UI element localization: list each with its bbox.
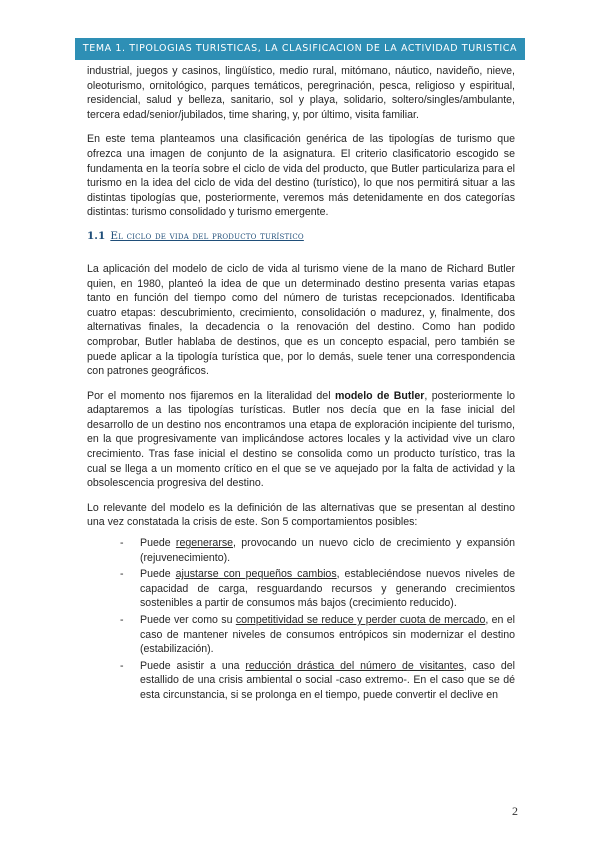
paragraph-butler-stages	[87, 389, 515, 491]
list-item-after: , estableciéndose nuevos niveles de capacidad de carga, resguardando recursos y generando crecimientos sostenibles a partir de consumos más bajos (crecimiento reducido).	[140, 568, 515, 610]
list-item	[120, 567, 515, 611]
p4-text-after: , posteriormente lo adaptaremos a las tipologías turísticas. Butler nos decía que en la fase inicial del desarrollo de un destino nos encontramos una etapa de exploración incipiente del turismo, en la que progresivamente van implicándose actores locales y la actividad vive un claro crecimiento. Tras fase inicial el destino se consolida como un producto turístico, tras la cual se llega a un momento crítico en el que se ve aquejado por la falta de actividad y la obsolescencia progresiva del destino.	[87, 389, 515, 490]
header-title: TEMA 1. TIPOLOGIAS TURISTICAS, LA CLASIFICACION DE LA ACTIVIDAD TURISTICA	[82, 43, 518, 54]
page-number: 2	[512, 804, 518, 818]
list-item-underlined: regenerarse	[175, 537, 234, 550]
list-item-before: Puede ver como su	[140, 614, 236, 626]
list-dash: -	[120, 568, 124, 581]
p4-bold-term: modelo de Butler	[334, 389, 425, 402]
list-item-before: Puede	[140, 537, 176, 550]
list-item-underlined: competitividad se reduce y perder cuota de mercado	[235, 614, 486, 626]
list-item	[120, 613, 515, 657]
list-item	[120, 659, 515, 703]
section-title: El ciclo de vida del producto turístico	[110, 229, 304, 242]
list-item	[120, 536, 515, 565]
p4-text-before: Por el momento nos fijaremos en la literalidad del	[87, 389, 335, 402]
header-bar	[75, 38, 525, 60]
list-item-after: , provocando un nuevo ciclo de crecimiento y expansión (rejuvenecimiento).	[140, 537, 515, 564]
list-dash: -	[120, 537, 124, 550]
list-item-after: , en el caso de mantener niveles de consumos entrópicos sin modernizar el destino (estabilización).	[140, 614, 516, 656]
list-item-underlined: reducción drástica del número de visitantes	[245, 659, 464, 672]
list-dash: -	[120, 614, 124, 626]
list-item-after: , caso del estallido de una crisis ambiental o social -caso extremo-. En el caso que se dé esta circunstancia, si se prolonga en el tiempo, puede convertir el declive en	[140, 659, 515, 701]
paragraph-tourism-types-continued: industrial, juegos y casinos, lingüístico, medio rural, mitómano, náutico, navideño, nieve, oleoturismo, ornitológico, parques temáticos, peregrinación, pesca, religioso y espiritual, residencial, salud y belleza, sanitario, sol y playa, solidario, soltero/singles/ambulante, tercera edad/senior/jubilados, time sharing, y, por último, visita familiar.	[87, 65, 515, 121]
list-dash: -	[120, 659, 124, 672]
paragraph-butler-model: La aplicación del modelo de ciclo de vida al turismo viene de la mano de Richard Butler quien, en 1980, planteó la idea de que un determinado destino presenta varias etapas tanto en función del tiempo como del número de turistas recepcionados. Identificaba cuatro etapas: descubrimiento, crecimiento, consolidación o madurez, y, finalmente, dos alternativas finales, la decadencia o la renovación del destino. Como han podido comprobar, Butler hablaba de destinos, que es un concepto espacial, pero también se puede aplicar a la tipología turística que, por lo demás, suele tener una correspondencia con patrones geográficos.	[87, 262, 515, 378]
paragraph-classification-intro: En este tema planteamos una clasificación genérica de las tipologías de turismo que ofrezca una imagen de conjunto de la asignatura. El criterio clasificatorio escogido se fundamenta en la teoría sobre el ciclo de vida del producto, que Butler particulariza para el turismo en la idea del ciclo de vida del destino (turístico), lo que nos permitirá situar a las distintas tipologías que, posteriormente, veremos más detenidamente en dos categorías distintas: turismo consolidado y turismo emergente.	[87, 133, 515, 219]
list-item-before: Puede	[140, 568, 176, 581]
list-item-before: Puede asistir a una	[140, 659, 246, 672]
section-heading	[87, 230, 515, 242]
section-number: 1.1	[87, 229, 106, 242]
list-item-underlined: ajustarse con pequeños cambios	[175, 568, 337, 581]
document-body	[87, 64, 515, 705]
paragraph-alternatives-intro: Lo relevante del modelo es la definición de las alternativas que se presentan al destino una vez constatada la crisis de este. Son 5 comportamientos posibles:	[87, 501, 515, 529]
alternatives-list	[87, 536, 515, 703]
